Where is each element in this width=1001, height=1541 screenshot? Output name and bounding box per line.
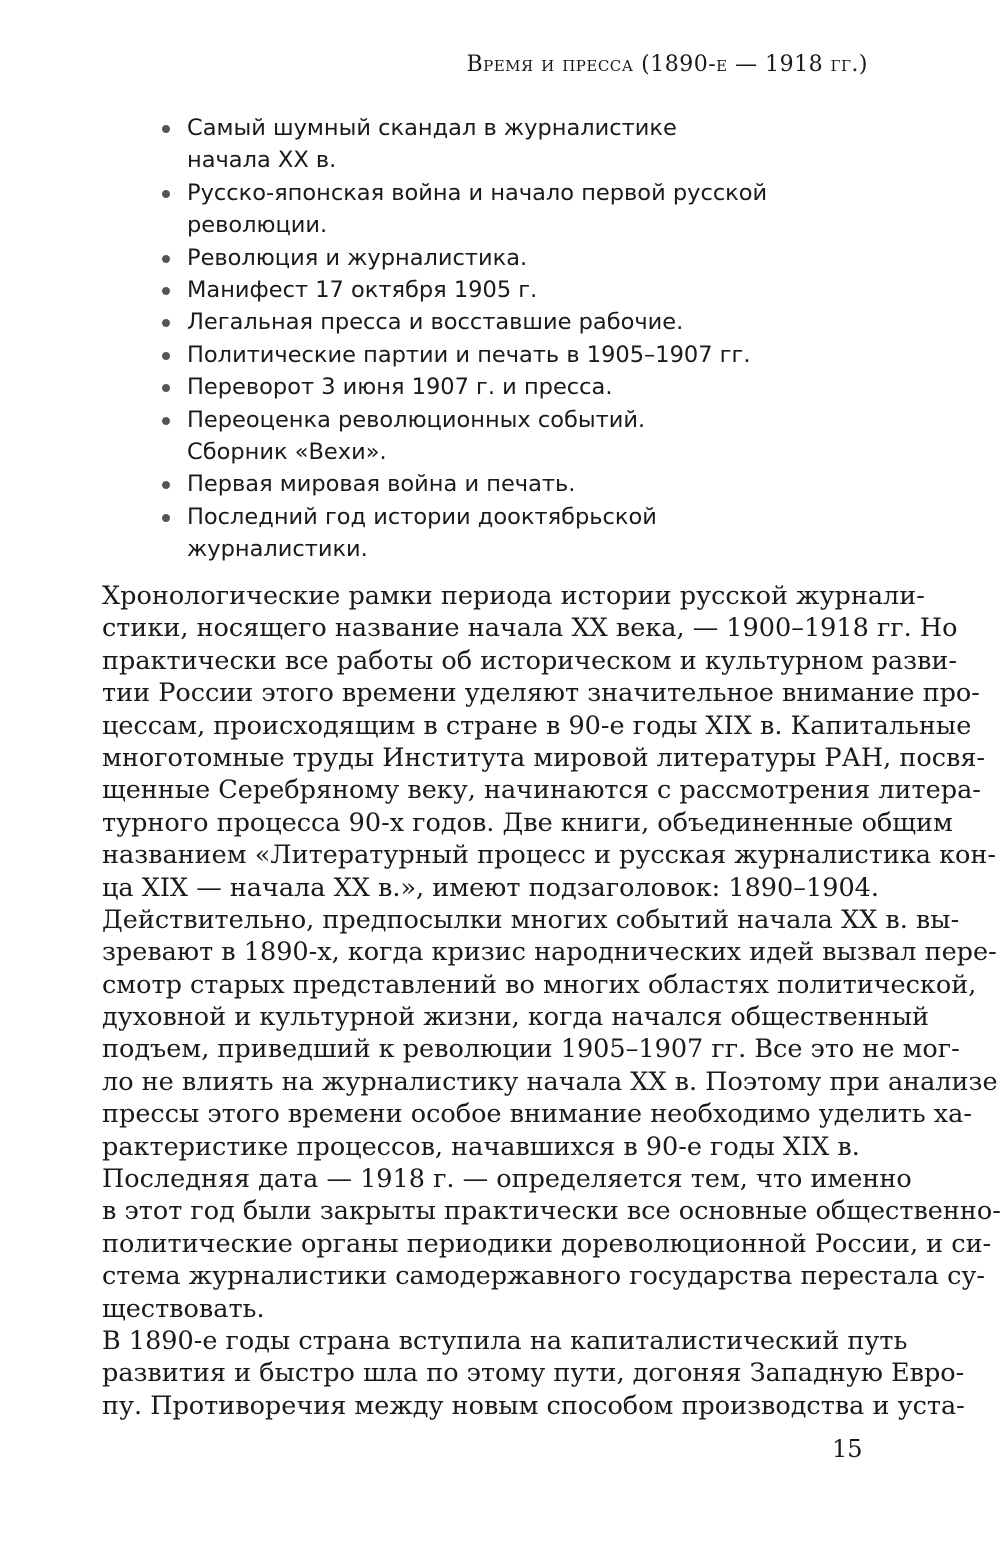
bullet-dot-icon: [162, 255, 170, 263]
text-line: ществовать.: [102, 1293, 265, 1324]
bullet-dot-icon: [162, 125, 170, 133]
running-head: [466, 52, 868, 77]
text-line: стики, носящего название начала XX века, — 1900–1918 гг. Но: [102, 613, 958, 644]
paragraph: [102, 580, 996, 904]
topic-list-item: [162, 339, 782, 371]
text-line: Последняя дата — 1918 г. — определяется тем, что именно: [102, 1164, 912, 1195]
text-line: цессам, происходящим в стране в 90-е годы XIX в. Капитальные: [102, 710, 972, 741]
text-line: развития и быстро шла по этому пути, догоняя Западную Евро-: [102, 1358, 965, 1389]
bullet-dot-icon: [162, 352, 170, 360]
topic-line: Революция и журналистика.: [187, 244, 528, 271]
text-line: практически все работы об историческом и культурном разви-: [102, 645, 957, 676]
text-line: турного процесса 90-х годов. Две книги, объединенные общим: [102, 807, 953, 838]
paragraph: [102, 1163, 1001, 1325]
topic-line: Самый шумный скандал в журналистике: [187, 115, 677, 141]
text-line: стема журналистики самодержавного государства перестала су-: [102, 1261, 985, 1292]
text-line: смотр старых представлений во многих областях политической,: [102, 969, 977, 1000]
topic-list-item: [162, 371, 782, 403]
topic-line: Последний год истории дооктябрьской: [187, 503, 657, 530]
text-line: Хронологические рамки периода истории русской журнали-: [102, 581, 925, 611]
topic-list-item: [162, 274, 782, 306]
body-text: [102, 580, 1001, 1422]
bullet-dot-icon: [162, 190, 170, 198]
bullet-dot-icon: [162, 481, 170, 489]
topic-line: журналистики.: [187, 536, 368, 563]
text-line: рактеристике процессов, начавшихся в 90-е годы XIX в.: [102, 1131, 860, 1162]
text-line: ло не влиять на журналистику начала XX в. Поэтому при анализе: [102, 1066, 998, 1097]
bullet-dot-icon: [162, 319, 170, 327]
topic-list-item: [162, 112, 782, 177]
paragraph: [102, 904, 998, 1163]
page-number: 15: [832, 1435, 863, 1463]
text-line: духовной и культурной жизни, когда начался общественный: [102, 1002, 930, 1033]
topic-line: Политические партии и печать в 1905–1907 гг.: [187, 341, 751, 368]
topic-line: Сборник «Вехи».: [187, 439, 387, 466]
topic-line: Первая мировая война и печать.: [187, 471, 576, 498]
topic-line: революции.: [187, 212, 328, 239]
topic-line: Переворот 3 июня 1907 г. и пресса.: [187, 374, 613, 401]
text-line: щенные Серебряному веку, начинаются с рассмотрения литера-: [102, 775, 981, 806]
chapter-topics-list: [162, 112, 782, 566]
topic-list-item: [162, 242, 782, 274]
text-line: в этот год были закрыты практически все основные общественно-: [102, 1196, 1001, 1227]
text-line: политические органы периодики дореволюционной России, и си-: [102, 1228, 992, 1259]
running-head-title: Время и пресса (1890-е — 1918 гг.): [466, 52, 868, 77]
text-line: ца XIX — начала XX в.», имеют подзаголовок: 1890–1904.: [102, 872, 880, 903]
text-line: пу. Противоречия между новым способом производства и уста-: [102, 1390, 965, 1421]
text-line: зревают в 1890-х, когда кризис народнических идей вызвал пере-: [102, 937, 997, 968]
bullet-dot-icon: [162, 384, 170, 392]
topic-list-item: [162, 306, 782, 338]
topic-line: Переоценка революционных событий.: [187, 406, 646, 433]
topic-line: начала XX в.: [187, 147, 337, 174]
text-line: Действительно, предпосылки многих событий начала XX в. вы-: [102, 904, 960, 935]
topic-list-item: [162, 468, 782, 500]
topic-list-item: [162, 404, 782, 469]
bullet-dot-icon: [162, 287, 170, 295]
paragraph: [102, 1325, 965, 1422]
topic-line: Русско-японская война и начало первой русской: [187, 179, 768, 206]
topic-list-item: [162, 501, 782, 566]
topic-line: Легальная пресса и восставшие рабочие.: [187, 309, 684, 336]
text-line: тии России этого времени уделяют значительное внимание про-: [102, 678, 980, 709]
bullet-dot-icon: [162, 417, 170, 425]
text-line: названием «Литературный процесс и русская журналистика кон-: [102, 840, 996, 871]
topic-list-item: [162, 177, 782, 242]
text-line: В 1890-е годы страна вступила на капиталистический путь: [102, 1325, 908, 1356]
text-line: подъем, приведший к революции 1905–1907 гг. Все это не мог-: [102, 1034, 960, 1065]
topic-line: Манифест 17 октября 1905 г.: [187, 277, 538, 304]
text-line: многотомные труды Института мировой литературы РАН, посвя-: [102, 742, 986, 773]
text-line: прессы этого времени особое внимание необходимо уделить ха-: [102, 1099, 972, 1130]
bullet-dot-icon: [162, 514, 170, 522]
